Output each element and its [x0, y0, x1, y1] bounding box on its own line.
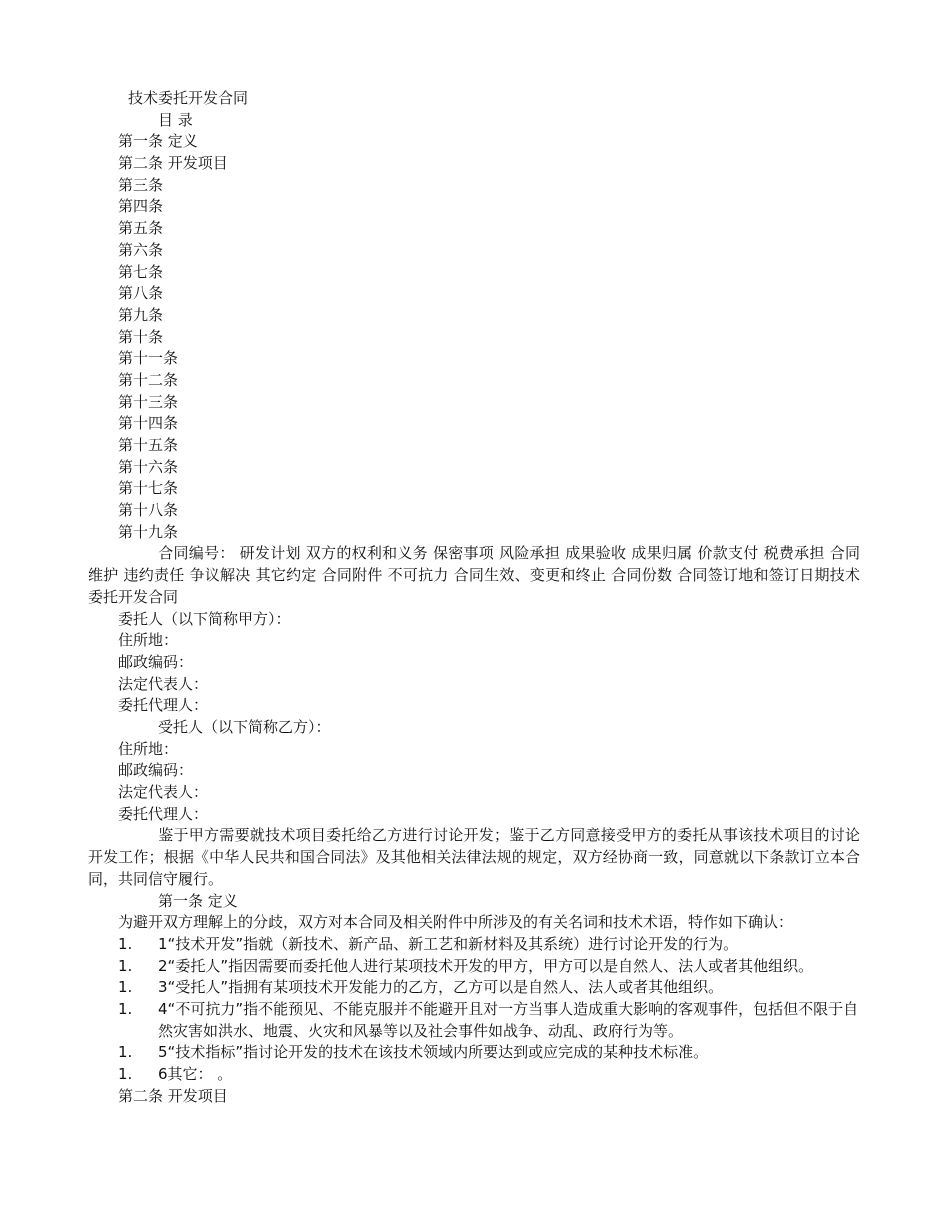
party-b-heading: 受托人（以下简称乙方）：: [158, 717, 331, 736]
definition-item: [0, 1064, 950, 1086]
toc-item: 第十条: [118, 327, 164, 346]
toc-item: 第十八条: [118, 501, 179, 520]
item-number: 1.: [118, 1043, 133, 1062]
document-title: 技术委托开发合同: [128, 89, 249, 107]
party-a-heading: 委托人（以下简称甲方）：: [118, 609, 291, 628]
item-text: 2“委托人”指因需要而委托他人进行某项技术开发的甲方，甲方可以是自然人、法人或者其他组织。: [158, 956, 814, 975]
toc-item: 第十六条: [118, 457, 179, 476]
item-number: 1.: [118, 1000, 133, 1019]
toc-item: 第五条: [118, 219, 164, 238]
toc-item: 第十七条: [118, 479, 179, 498]
toc-heading: 目 录: [158, 110, 193, 129]
recital-text: 鉴于甲方需要就技术项目委托给乙方进行讨论开发；鉴于乙方同意接受甲方的委托从事该技术项目的讨论开发工作；根据《中华人民共和国合同法》及其他相关法律法规的规定，双方经协商一致，同意就以下条款订立本合同，共同信守履行。: [88, 826, 860, 888]
toc-item: 第一条 定义: [118, 132, 198, 151]
intro-paragraph: [0, 543, 860, 608]
item-text: 5“技术指标”指讨论开发的技术在该技术领域内所要达到或应完成的某种技术标准。: [158, 1043, 709, 1062]
toc-item: 第八条: [118, 284, 164, 303]
article-2-heading: 第二条 开发项目: [118, 1086, 228, 1105]
item-text: 3“受托人”指拥有某项技术开发能力的乙方，乙方可以是自然人、法人或者其他组织。: [158, 978, 724, 997]
toc-item: 第十二条: [118, 370, 179, 389]
toc-item: 第十九条: [118, 522, 179, 541]
toc-item: 第十四条: [118, 414, 179, 433]
item-text: 4“不可抗力”指不能预见、不能克服并不能避开且对一方当事人造成重大影响的客观事件，包括但不限于自然灾害如洪水、地震、火灾和风暴等以及社会事件如战争、动乱、政府行为等。: [158, 1000, 859, 1040]
definition-item: [0, 934, 950, 956]
party-b-address: 住所地：: [118, 739, 179, 758]
party-a-legal-rep: 法定代表人：: [118, 674, 209, 693]
toc-item: 第十三条: [118, 392, 179, 411]
toc-item: 第十一条: [118, 349, 179, 368]
party-a-address: 住所地：: [118, 631, 179, 650]
recital-paragraph: [0, 825, 860, 890]
party-b-legal-rep: 法定代表人：: [118, 783, 209, 802]
definition-item: [0, 999, 950, 1042]
item-number: 1.: [118, 956, 133, 975]
toc-item: 第二条 开发项目: [118, 154, 228, 173]
party-b-postcode: 邮政编码：: [118, 761, 194, 780]
item-number: 1.: [118, 978, 133, 997]
party-a-postcode: 邮政编码：: [118, 652, 194, 671]
intro-text: 合同编号： 研发计划 双方的权利和义务 保密事项 风险承担 成果验收 成果归属 价款支付 税费承担 合同维护 违约责任 争议解决 其它约定 合同附件 不可抗力 合同生效、变更和终止 合同份数 合同签订地和签订日期技术委托开发合同: [88, 544, 860, 606]
toc-item: 第九条: [118, 305, 164, 324]
article-1-lead: 为避开双方理解上的分歧，双方对本合同及相关附件中所涉及的有关名词和技术术语，特作如下确认：: [118, 913, 794, 932]
toc-item: 第六条: [118, 240, 164, 259]
table-of-contents: [0, 131, 950, 543]
toc-item: 第三条: [118, 175, 164, 194]
item-number: 1.: [118, 1065, 133, 1084]
toc-item: 第十五条: [118, 436, 179, 454]
toc-item: 第七条: [118, 262, 164, 281]
definition-item: [0, 977, 950, 999]
definition-item: [0, 1042, 950, 1064]
definition-item: [0, 956, 950, 978]
item-text: 1“技术开发”指就（新技术、新产品、新工艺和新材料及其系统）进行讨论开发的行为。: [158, 934, 739, 953]
party-b-agent: 委托代理人：: [118, 804, 209, 823]
party-b-block: [0, 717, 950, 825]
item-text: 6其它： 。: [158, 1065, 233, 1084]
article-1: [0, 891, 950, 1086]
party-a-block: [0, 609, 950, 717]
toc-item: 第四条: [118, 197, 164, 216]
party-a-agent: 委托代理人：: [118, 696, 209, 715]
article-1-heading: 第一条 定义: [158, 891, 238, 910]
item-number: 1.: [118, 934, 133, 953]
